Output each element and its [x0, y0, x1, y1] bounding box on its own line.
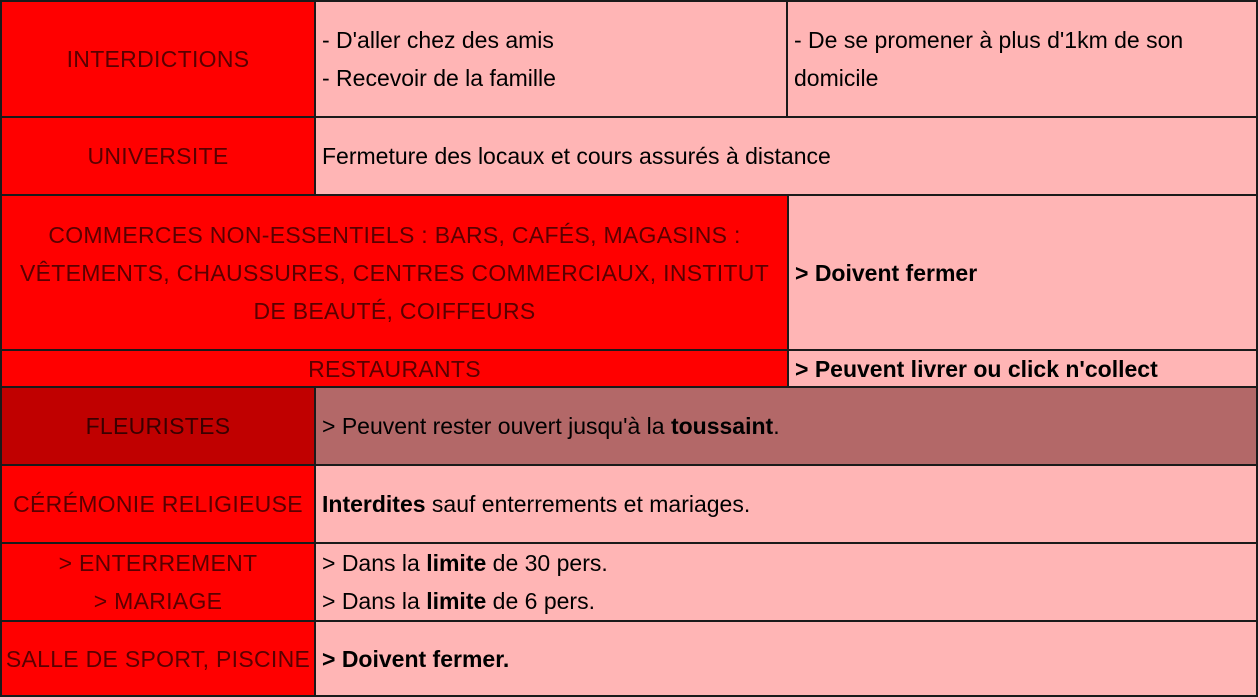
- ceremonie-value-rest: sauf enterrements et mariages.: [425, 491, 751, 517]
- enterrement-mariage-value-cell: [314, 542, 1258, 622]
- ceremonie-label: CÉRÉMONIE RELIGIEUSE: [13, 491, 303, 517]
- universite-label: UNIVERSITE: [87, 143, 229, 169]
- commerces-label-line1: COMMERCES NON-ESSENTIELS : BARS, CAFÉS, MAGASINS :: [48, 221, 741, 248]
- interdictions-item-promenade-line2: domicile: [794, 65, 879, 91]
- fleuristes-value-suffix: .: [773, 413, 780, 439]
- universite-label-cell: [0, 116, 316, 196]
- universite-value: Fermeture des locaux et cours assurés à distance: [322, 143, 831, 169]
- mariage-limit-suffix: de 6 pers.: [486, 588, 595, 614]
- commerces-value-cell: [787, 194, 1258, 351]
- ceremonie-value: [322, 485, 750, 523]
- mariage-limit-prefix: > Dans la: [322, 588, 427, 614]
- enterrement-limit-prefix: > Dans la: [322, 550, 427, 576]
- sport-label: SALLE DE SPORT, PISCINE: [5, 645, 311, 672]
- ceremonie-value-bold: Interdites: [322, 491, 426, 517]
- enterrement-mariage-label-cell: [0, 542, 316, 622]
- sport-label-cell: [0, 620, 316, 697]
- fleuristes-value: [322, 407, 780, 445]
- interdictions-label: INTERDICTIONS: [66, 46, 250, 72]
- restaurants-label: RESTAURANTS: [308, 355, 481, 382]
- interdictions-label-cell: [0, 0, 316, 118]
- fleuristes-value-bold: toussaint: [670, 413, 774, 439]
- commerces-label-line2: VÊTEMENTS, CHAUSSURES, CENTRES COMMERCIAUX, INSTITUT: [19, 259, 770, 286]
- universite-value-cell: [314, 116, 1258, 196]
- fleuristes-label: FLEURISTES: [85, 413, 231, 439]
- sport-value: > Doivent fermer.: [322, 645, 510, 672]
- interdictions-item-amis: - D'aller chez des amis: [322, 27, 554, 53]
- ceremonie-label-cell: [0, 464, 316, 544]
- restaurants-value-cell: [787, 349, 1258, 388]
- ceremonie-value-cell: [314, 464, 1258, 544]
- mariage-label: > MARIAGE: [93, 588, 223, 614]
- interdictions-value-cell-2: [786, 0, 1258, 118]
- interdictions-value-cell-1: [314, 0, 788, 118]
- restaurants-value: > Peuvent livrer ou click n'collect: [795, 355, 1158, 382]
- enterrement-limit-suffix: de 30 pers.: [486, 550, 608, 576]
- enterrement-limit: [322, 544, 608, 582]
- mariage-limit-bold: limite: [426, 588, 487, 614]
- commerces-label-line3: DE BEAUTÉ, COIFFEURS: [253, 297, 536, 324]
- enterrement-label: > ENTERREMENT: [58, 550, 258, 576]
- fleuristes-value-cell: [314, 386, 1258, 466]
- restaurants-label-cell: [0, 349, 789, 388]
- fleuristes-value-prefix: > Peuvent rester ouvert jusqu'à la: [322, 413, 671, 439]
- commerces-value: > Doivent fermer: [795, 259, 978, 286]
- commerces-label-cell: [0, 194, 789, 351]
- interdictions-item-promenade-line1: - De se promener à plus d'1km de son: [794, 27, 1184, 53]
- enterrement-limit-bold: limite: [426, 550, 487, 576]
- interdictions-item-famille: - Recevoir de la famille: [322, 65, 556, 91]
- fleuristes-label-cell: [0, 386, 316, 466]
- mariage-limit: [322, 582, 608, 620]
- sport-value-cell: [314, 620, 1258, 697]
